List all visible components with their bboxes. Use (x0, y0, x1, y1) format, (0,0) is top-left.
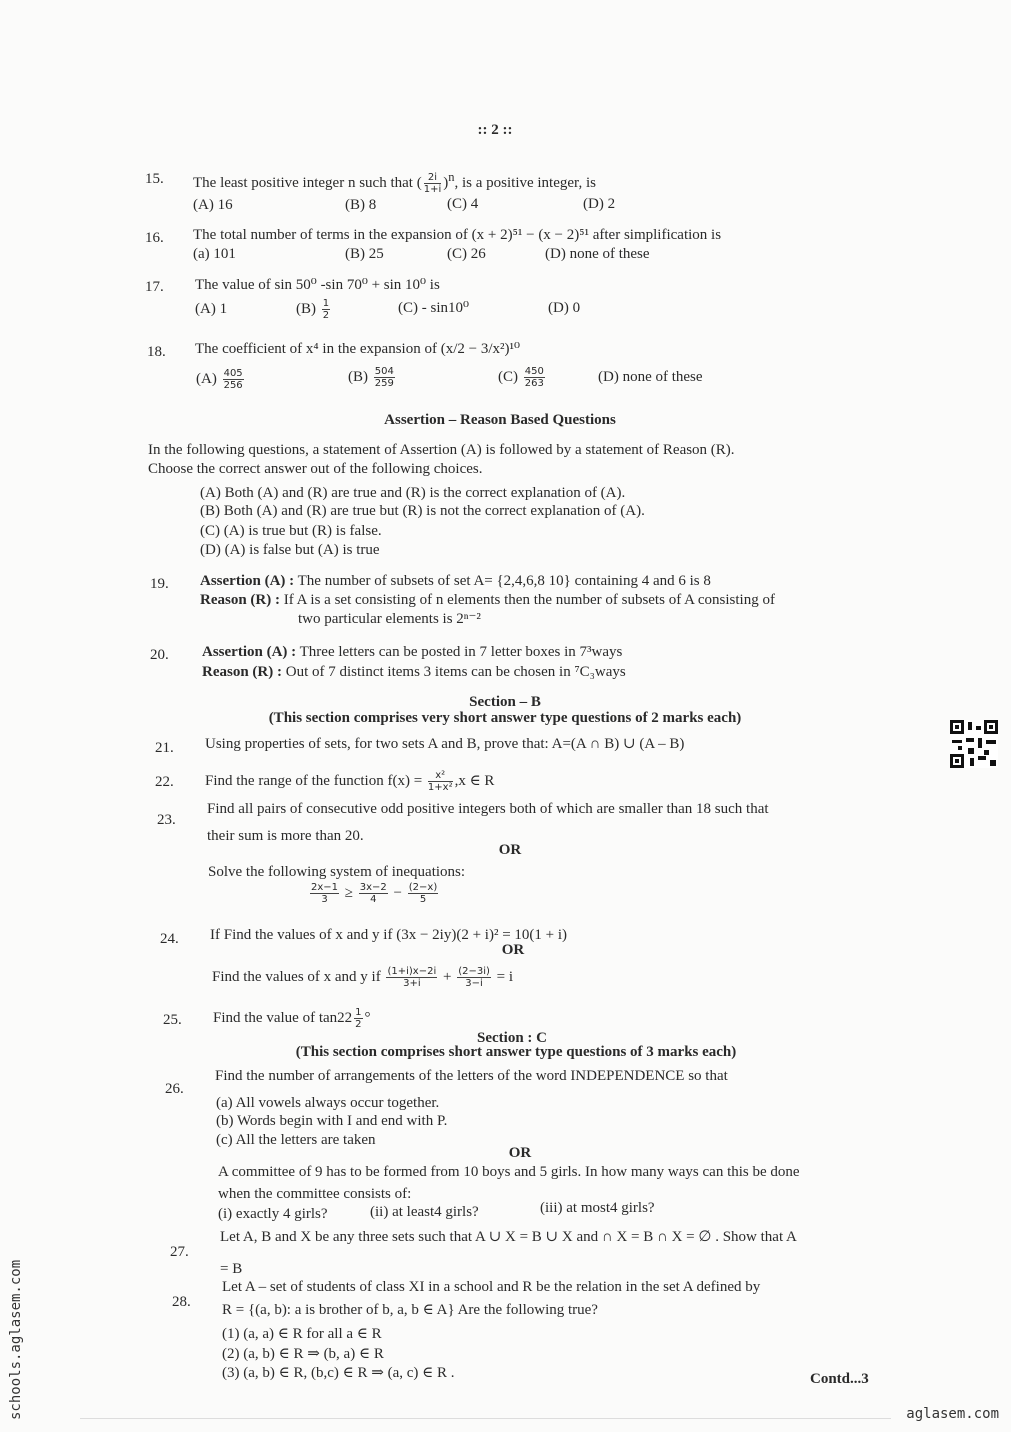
question-text: Find all pairs of consecutive odd positive integers both of which are smaller than 18 such that (207, 801, 769, 817)
question-number: 20. (150, 647, 169, 663)
reason-continued: two particular elements is 2ⁿ⁻² (298, 611, 481, 627)
fraction: $\frac{1}{2}$ (322, 298, 330, 321)
qr-code (950, 720, 998, 768)
option: (C) 26 (447, 246, 486, 262)
option: (D) 0 (548, 300, 581, 316)
choice: (D) (A) is false but (A) is true (200, 542, 380, 558)
page-number-header: :: 2 :: (477, 122, 513, 138)
question-text: Let A, B and X be any three sets such that A ∪ X = B ∪ X and ∩ X = B ∩ X = ∅ . Show that A (220, 1229, 797, 1245)
question-text: Find the number of arrangements of the letters of the word INDEPENDENCE so that (215, 1068, 728, 1084)
question-number: 26. (165, 1081, 184, 1097)
assertion: Assertion (A) : Three letters can be posted in 7 letter boxes in 7³ways (202, 644, 623, 660)
side-watermark: schools.aglasem.com (8, 1259, 24, 1420)
question-text: Using properties of sets, for two sets A and B, prove that: A=(A ∩ B) ∪ (A – B) (205, 736, 685, 752)
reason: Reason (R) : Out of 7 distinct items 3 items can be chosen in ⁷C₃ways (202, 664, 626, 680)
footer-watermark: aglasem.com (906, 1406, 999, 1422)
option: (A) 16 (193, 197, 233, 213)
or-divider: OR (501, 942, 525, 958)
question-number: 18. (147, 344, 166, 360)
fraction: $\frac{2i}{1+i}$ (423, 172, 442, 196)
question-number: 15. (145, 171, 164, 187)
section-title: Section : C (477, 1030, 547, 1046)
question-text: Find the value of tan22 $\frac{1}{2}$ ° (213, 1007, 371, 1030)
option: (C) 4 (447, 196, 479, 212)
option: (B) $\frac{1}{2}$ (296, 298, 330, 321)
question-part: (iii) at most4 girls? (540, 1200, 655, 1216)
question-number: 27. (170, 1244, 189, 1260)
section-subtitle: (This section comprises very short answer type questions of 2 marks each) (268, 710, 742, 726)
option: (D) none of these (545, 246, 650, 262)
question-part: (b) Words begin with I and end with P. (216, 1113, 448, 1129)
section-heading: Assertion – Reason Based Questions (384, 412, 616, 428)
question-part: (2) (a, b) ∈ R ⇒ (b, a) ∈ R (222, 1346, 384, 1362)
option: (C) $\frac{450}{263}$ (498, 366, 544, 389)
question-text: The value of sin 50⁰ -sin 70⁰ + sin 10⁰ is (195, 277, 440, 293)
instructions: Choose the correct answer out of the following choices. (148, 461, 483, 477)
option: (B) $\frac{504}{259}$ (348, 366, 394, 389)
option: (B) 25 (345, 246, 384, 262)
question-text: Let A – set of students of class XI in a school and R be the relation in the set A defined by (222, 1279, 761, 1295)
question-text: The least positive integer n such that ( $\frac{2i}{1+i}$ )$^n$, is a positive integer, is (193, 170, 596, 196)
footer-divider (80, 1418, 891, 1419)
question-part: (ii) at least4 girls? (370, 1204, 479, 1220)
question-text: R = {(a, b): a is brother of b, a, b ∈ A} Are the following true? (222, 1302, 598, 1318)
continued-note: Contd...3 (810, 1371, 869, 1387)
or-divider: OR (508, 1145, 532, 1161)
option: (A) $\frac{405}{256}$ (196, 368, 243, 391)
reason: Reason (R) : If A is a set consisting of n elements then the number of subsets of A consisting of (200, 592, 775, 608)
option: (C) - sin10⁰ (398, 300, 470, 316)
question-text: If Find the values of x and y if (3x − 2iy)(2 + i)² = 10(1 + i) (210, 927, 568, 943)
question-number: 23. (157, 812, 176, 828)
question-number: 24. (160, 931, 179, 947)
question-text: Find the values of x and y if $\frac{(1+i)x-2i}{3+i}$ + $\frac{(2-3i)}{3-i}$ = i (212, 966, 514, 989)
question-text: = B (220, 1261, 243, 1277)
section-title: Section – B (469, 694, 541, 710)
assertion: Assertion (A) : The number of subsets of set A= {2,4,6,8 10} containing 4 and 6 is 8 (200, 573, 711, 589)
question-number: 16. (145, 230, 164, 246)
question-number: 19. (150, 576, 169, 592)
question-part: (1) (a, a) ∈ R for all a ∈ R (222, 1326, 382, 1342)
option: (D) none of these (598, 369, 703, 385)
section-subtitle: (This section comprises short answer type questions of 3 marks each) (295, 1044, 737, 1060)
option: (D) 2 (583, 196, 616, 212)
question-text: Solve the following system of inequations: (208, 864, 466, 880)
option: (A) 1 (195, 301, 228, 317)
question-part: (a) All vowels always occur together. (216, 1095, 440, 1111)
question-text: The coefficient of x⁴ in the expansion of (x/2 − 3/x²)¹⁰ (195, 341, 521, 357)
or-divider: OR (498, 842, 522, 858)
question-text: Find the range of the function f(x) = $\frac{\text{x²}}{\text{1+x²}}$ ,x ∈ R (205, 770, 495, 793)
choice: (A) Both (A) and (R) are true and (R) is the correct explanation of (A). (200, 485, 626, 501)
question-part: (c) All the letters are taken (216, 1132, 376, 1148)
question-number: 25. (163, 1012, 182, 1028)
question-number: 17. (145, 279, 164, 295)
question-text: when the committee consists of: (218, 1186, 412, 1202)
question-number: 28. (172, 1294, 191, 1310)
question-part: (3) (a, b) ∈ R, (b,c) ∈ R ⇒ (a, c) ∈ R . (222, 1365, 455, 1381)
option: (a) 101 (193, 246, 236, 262)
choice: (B) Both (A) and (R) are true but (R) is not the correct explanation of (A). (200, 503, 645, 519)
option: (B) 8 (345, 197, 377, 213)
question-part: (i) exactly 4 girls? (218, 1206, 328, 1222)
question-text: A committee of 9 has to be formed from 10 boys and 5 girls. In how many ways can this be done (218, 1164, 800, 1180)
instructions: In the following questions, a statement of Assertion (A) is followed by a statement of Reason (R). (148, 442, 735, 458)
question-text: The total number of terms in the expansion of (x + 2)⁵¹ − (x − 2)⁵¹ after simplification is (193, 227, 722, 243)
question-number: 22. (155, 774, 174, 790)
question-text: their sum is more than 20. (207, 828, 364, 844)
inequation: $\frac{2x-1}{3}$ ≥ $\frac{3x-2}{4}$ − $\frac{(2-x)}{5}$ (311, 882, 438, 905)
choice: (C) (A) is true but (R) is false. (200, 523, 382, 539)
question-number: 21. (155, 740, 174, 756)
